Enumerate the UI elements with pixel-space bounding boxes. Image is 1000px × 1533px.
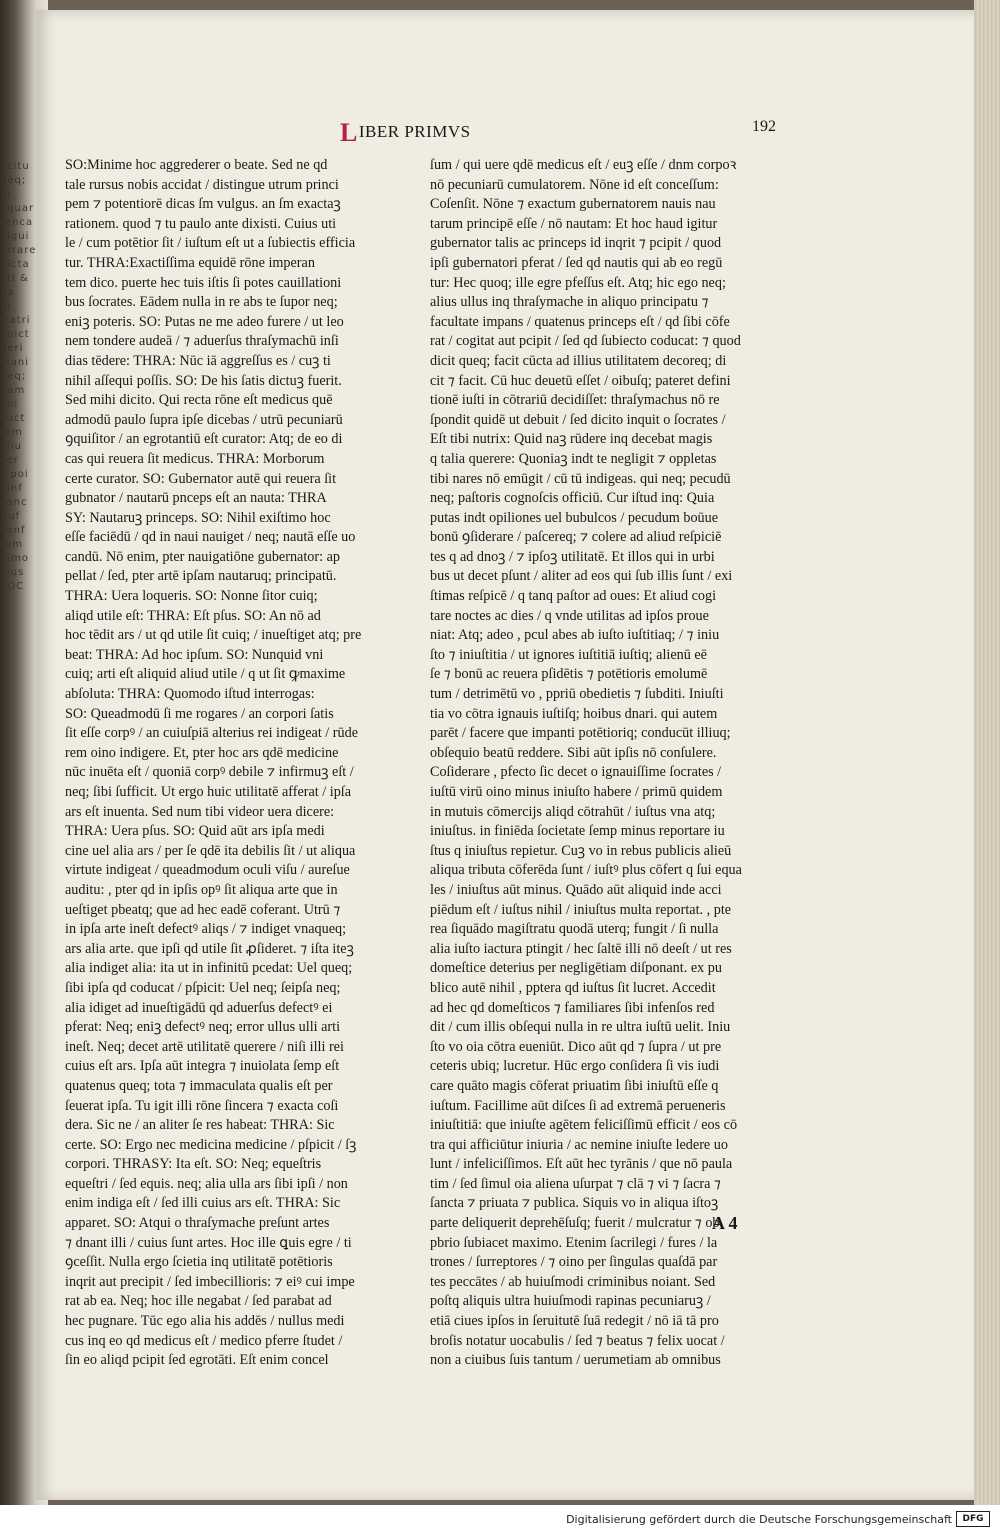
text-line: obſequio beatū reddere. Sibi aūt ipſis nō conſulere. [430,744,717,761]
bleed-fragment: nimo [0,553,29,564]
text-line: les / iniuſtus aūt minus. Quādo aūt aliquid inde acci [430,881,722,898]
text-line: ſpondit quidē ut debuit / ſed dicito inquit o ſocrates / [430,411,726,428]
text-line: bus ut decet pſunt / aliter ad eos qui ſub illis ſunt / exi [430,568,733,585]
text-line: q talia querere: Quoniaꝫ indt te negligit ⁊ oppletas [430,450,717,467]
text-line: nūc inuēta eſt / quoniā corpꝰ debile ⁊ infirmuꝫ eſt / [65,764,354,781]
text-line: alius ullus inq thraſymache in aliquo principatu ⁊ [430,294,709,311]
left-column [65,156,415,1371]
text-line: niat: Atq; adeo , pcul abes ab iuſto iuſtitiaq; / ⁊ iniu [430,627,720,644]
bleed-fragment: equar [0,203,35,214]
bleed-fragment: conc [0,497,28,508]
bleed-fragment: peri [0,343,24,354]
text-line: cuius eſt ars. Ipſa aūt integra ⁊ inuiolata ſemp eſt [65,1058,340,1075]
running-head-text: IBER PRIMVS [358,122,471,141]
bleed-fragment: neq; [0,371,27,382]
text-line: virtute indigeat / queadmodum oculi viſu / aureſue [65,862,350,879]
text-line: poſtq aliquis ultra huiuſmodi rapinas pecuniaruꝫ / [430,1293,711,1310]
text-line: neq; ſibi ſufficit. Ut ergo huic utilitatē afferat / ipſa [65,784,352,800]
text-line: tum / detrimētū vo , ppriū obedietis ⁊ ſubditi. Iniuſti [430,686,724,703]
text-line: beat: THRA: Ad hoc ipſum. SO: Nunquid vni [65,646,324,663]
text-line: THRA: Uera loqueris. SO: Nonne ſitor cuiq; [65,588,318,605]
bleed-fragment: SOC [0,581,25,592]
text-line: in mutuis cōmercijs aliqd cōtrahūt / iuſtus vna atq; [430,803,716,820]
text-line: pbrio ſubiacet maximo. Etenim ſacrilegi / fures / la [430,1234,718,1251]
text-line: non a ciuibus ſuis tantum / uerumetiam ab omnibus [430,1352,721,1369]
text-line: broſis notatur uocabulis / ſed ⁊ beatus ⁊ felix uocat / [430,1332,725,1349]
text-line: tem dico. puerte hec tuis iſtis ſi potes cauillationi [65,274,342,291]
text-line: rea ſiquādo magiſtratu quodā uterq; fungit / ſi nulla [430,921,719,938]
running-head [340,118,471,148]
text-line: dias tēdere: THRA: Nūc iā aggreſſus es / cuꝫ ti [65,352,331,369]
text-line: ſtus q iniuſtus repietur. Cuꝫ vo in rebus publicis alieū [430,842,732,859]
text-line: gubnator / nautarū pnceps eſt an nauta: THRA [65,490,327,507]
text-line: tare noctes ac dies / q vnde utilitas ad ipſos proue [430,607,709,624]
text-line: aliqd utile eſt: THRA: Eſt pſus. SO: An nō ad [65,607,321,624]
text-line: tale rursus nobis accidat / distingue utrum princi [65,176,339,193]
bleed-fragment: tenca [0,217,34,228]
text-line: alia idiget ad inueſtigādū qd aduerſus defectꝰ ei [65,999,333,1016]
text-line: nihil aſſequi poſſis. SO: De his ſatis dictuꝫ fuerit. [65,372,342,389]
text-line: le / cum potētior ſit / iuſtum eſt ut a ſubiectis efficia [65,235,356,252]
text-line: gubernator talis ac princeps id inqrit ⁊ pcipit / quod [430,235,722,252]
bleed-fragment: alqui [0,231,30,242]
text-line: lunt / infeliciſſimos. Eſt aūt hec tyrānis / que nō paula [430,1156,733,1173]
text-line: cas qui reuera ſit medicus. THRA: Morborum [65,450,325,467]
text-line: pellat / ſed, pter artē ipſam nautaruq; principatū. [65,568,337,585]
text-line: dera. Sic ne / an aliter ſe res habeat: THRA: Sic [65,1117,335,1134]
text-line: iniuſtus. in finiēda ſocietate ſemp minus reportare iu [430,823,725,840]
text-line: alia indiget alia: ita ut in infinitū pcedat: Uel queq; [65,960,353,977]
text-line: quatenus queq; tota ⁊ immaculata qualis eſt per [65,1077,333,1094]
bleed-fragment: arrare [0,245,36,256]
bleed-fragment: cer [0,455,19,466]
bleed-fragment: s poi [0,469,29,480]
bleed-fragment: ocitu [0,161,30,172]
text-line: rationem. quod ⁊ tu paulo ante dixisti. Cuius uti [65,215,337,232]
text-line: tur. THRA:Exactiſſima equidē rōne imperan [65,254,315,271]
text-line: ꝯquiſitor / an egrotantiū eſt curator: Atq; de eo di [65,431,343,448]
text-line: rat ab ea. Neq; hoc ille negabat / ſed parabat ad [65,1293,332,1310]
text-line: blico autē nihil , pptera qd iuſtus ſit lucret. Accedit [430,979,716,996]
text-line: certe. SO: Ergo nec medicina medicine / pſpicit / ſꝫ [65,1136,357,1153]
dfg-logo-icon: DFG [956,1511,990,1527]
text-line: nō pecuniarū cumulatorem. Nōne id eſt conceſſum: [430,176,719,193]
facing-page-bleed [0,160,36,1310]
text-line: rat / cogitat aut pcipit / ſed qd ſubiecto coducat: ⁊ quod [430,333,741,350]
text-line: ꝯceſſit. Nulla ergo ſcietia inq utilitatē potētioris [65,1254,333,1271]
text-line: cuiq; arti eſt aliquid aliud utile / q ut ſit ꝙmaxime [65,666,346,683]
text-line: pem ⁊ potentiorē dicas ſm vulgus. an ſm exactaꝫ [65,196,341,213]
text-line: inqrit aut precipit / ſed imbecillioris: ⁊ eiꝰ cui impe [65,1273,355,1290]
bleed-fragment: ui [0,301,12,312]
text-line: candū. Nō enim, pter nauigatiōne gubernator: ap [65,548,340,565]
text-line: aliqua tributa cōferēda ſunt / iuſtꝰ plus cōfert q ſui equa [430,862,742,879]
text-line: alia iuſto iactura ptingit / hec ſaltē illi nō deeſt / ut res [430,940,732,957]
text-line: tionē iuſti in cōtrariū decidiſſet: thraſymachus nō re [430,392,720,409]
footer-bar [0,1505,1000,1533]
text-line: hoc tēdit ars / ut qd utile ſit cuiq; / inueſtiget atq; pre [65,627,362,644]
bleed-fragment: ua [0,287,15,298]
right-column [430,156,780,1371]
text-line: ueſtiget pbeatq; que ad hec eadē coferant. Utrū ⁊ [65,901,341,918]
bleed-fragment: noict [0,329,30,340]
text-line: piēdum eſt / iuſtus nihil / iniuſtus multa reportat. , pte [430,901,732,918]
text-line: tibi nares nō emūgit / cū tū indigeas. qui neq; pecudū [430,470,731,487]
text-line: ars alia arte. que ipſi qd utile ſit ꝓſideret. ⁊ iſta iteꝫ [65,940,354,957]
text-line: bus ſocrates. Eādem nulla in re abs te ſupor neq; [65,294,338,311]
text-line: ſin eo aliqd pcipit ſed egrotāti. Eſt enim concel [65,1352,329,1369]
text-line: tarum principē eſſe / nō nautam: Et hoc haud igitur [430,215,718,232]
bleed-fragment: conf [0,525,26,536]
folio-number: 192 [752,118,776,135]
text-line: abſoluta: THRA: Quomodo iſtud interrogas: [65,686,315,703]
text-line: eniꝫ poteris. SO: Putas ne me adeo furere / ut leo [65,313,344,330]
text-line: cit ⁊ facit. Cū huc deuetū eſſet / oibuſq; pateret defini [430,372,731,389]
text-line: tim / ſed ſimul oia aliena uſurpat ⁊ clā ⁊ vi ⁊ ſacra ⁊ [430,1175,721,1192]
text-line: Coſenſit. Nōne ⁊ exactum gubernatorem nauis nau [430,196,716,213]
page-edge-stack [974,0,1000,1505]
text-line: ineſt. Neq; decet artē utilitatē querere / niſi illi rei [65,1038,344,1055]
bleed-fragment: neq; [0,175,27,186]
bleed-fragment: rem [0,427,23,438]
text-line: cus inq eo qd medicus eſt / medico pferre ſtudet / [65,1332,343,1349]
text-line: Eſt tibi nutrix: Quid naꝫ rūdere inq decebat magis [430,431,713,448]
text-line: bonū ꝯſiderare / paſcereq; ⁊ colere ad aliud reſpiciē [430,529,722,546]
text-line: rem oino indigere. Et, pter hoc ars qdē medicine [65,744,339,761]
text-line: ſto vo oia cōtra eueniūt. Dico aūt qd ⁊ ſupra / ut pre [430,1038,722,1055]
text-line: THRA: Uera pſus. SO: Quid aūt ars ipſa medi [65,823,325,840]
text-line: tes q ad dnoꝫ / ⁊ ipſoꝫ utilitatē. Et illos qui in urbi [430,548,715,565]
text-line: ceteris ubiq; lucretur. Hūc ergo conſidera ſi vis iudi [430,1058,720,1075]
bleed-fragment: mus [0,567,25,578]
text-line: Coſiderare , pfecto ſic decet o ignauiſſime ſocrates / [430,764,722,781]
text-line: ſit eſſe corpꝰ / an cuiuſpiā alterius rei indigeat / rūde [65,725,359,742]
text-line: care quāto magis cōferat priuatim ſibi iniuſtū eſſe q [430,1077,719,1094]
text-line: SO:Minime hoc aggrederer o beate. Sed ne qd [65,157,328,173]
text-line: facultate impans / quatenus princeps eſt / qd ſibi cōfe [430,313,730,330]
bleed-fragment: ati & [0,273,29,284]
text-line: admodū paulo ſupra ipſe dicebas / utrū pecuniarū [65,411,343,428]
bleed-fragment: dicta [0,259,30,270]
text-line: in ipſa arte ineſt defectꝰ aliqs / ⁊ indiget vnaqueq; [65,921,347,938]
text-line: trones / ſurreptores / ⁊ oino per ſingulas quaſdā par [430,1254,718,1271]
text-line: tur: Hec quoq; ille egre pfeſſus eſt. Atq; hic ego neq; [430,274,726,291]
text-line: ſum / qui uere qdē medicus eſt / euꝫ eſſe / dnm corpoꝛ [430,157,737,173]
text-line: iniuſtitiā: que iniuſte agētem feliciſſimū efficit / eos cō [430,1117,738,1134]
text-line: SO: Queadmodū ſi me rogares / an corpori ſatis [65,705,334,722]
bleed-fragment: fiuf [0,511,21,522]
bleed-fragment: mani [0,357,29,368]
text-line: iuſtum. Facillime aūt diſces ſi ad extremā perueneris [430,1097,726,1114]
text-line: apparet. SO: Atqui o thraſymache preſunt artes [65,1215,330,1232]
funding-credit: Digitalisierung gefördert durch die Deutsche Forschungsgemeinschaft [566,1513,952,1526]
signature-mark: A 4 [712,1213,738,1233]
text-line: domeſtice deterius per negligētiam diſponant. ex pu [430,960,722,977]
text-line: parte deliquerit deprehēſuſq; fuerit / mulcratur ⁊ ob [430,1215,720,1232]
text-line: ſibi ipſa qd coducat / pſpicit: Uel neq; ſeipſa neq; [65,979,341,996]
bleed-fragment: ani [0,399,19,410]
text-line: ipſi gubernatori pferat / ſed qd nautis qui ab eo regū [430,254,723,271]
text-line: ſeuerat ipſa. Tu igit illi rōne ſincera ⁊ exacta coſi [65,1097,339,1114]
text-line: ars eſt inuenta. Sed num tibi videor uera dicere: [65,803,335,820]
text-line: enim indiga eſt / ſed illi cuius ars eſt. THRA: Sic [65,1195,341,1212]
text-line: corpori. THRASY: Ita eſt. SO: Neq; equeſtris [65,1156,322,1173]
text-line: pferat: Neq; eniꝫ defectꝰ neq; error ullus ulli arti [65,1019,341,1036]
text-line: tia vo cōtra ignauis iuſtiſq; hoibus dnari. qui autem [430,705,718,722]
text-line: equeſtri / ſed equis. neq; alia ulla ars ſibi ipſi / non [65,1175,348,1192]
text-line: ad hec qd domeſticos ⁊ familiares ſibi infenſos red [430,999,715,1016]
text-line: ſe ⁊ bonū ac reuera pſidētis ⁊ potētioris emolumē [430,666,708,683]
text-line: ſtimas reſpicē / q tanq paſtor ad oues: Et aliud cogi [430,588,717,605]
text-line: auditu: , pter qd in ipſis opꝰ ſit aliqua arte que in [65,881,338,898]
text-line: ſto ⁊ iniuſtitia / ut ignores iuſtitiā iuſtiq; alienū eē [430,646,707,663]
text-line: tra qui afficiūtur iniuria / ac nemine iniuſte ledere uo [430,1136,728,1153]
bleed-fragment: oinf [0,483,23,494]
rubricated-initial: L [340,118,358,147]
text-line: dit / cum illis obſequi nulla in re ultra iuſtū uelit. Iniu [430,1019,731,1036]
text-line: eſſe faciēdū / qd in naui nauiget / neq; nautā eſſe uo [65,529,356,546]
text-line: putas indt opiliones uel bubulcos / pecudum boūue [430,509,719,526]
text-line: Sed mihi dicito. Qui recta rōne eſt medicus quē [65,392,333,409]
bleed-fragment: nam [0,385,26,396]
text-line: ⁊ dnant illi / cuius ſunt artes. Hoc ille ꝗuis egre / ti [65,1234,352,1251]
text-line: parēt / facere que impanti potētioriq; conducūt illiuq; [430,725,731,742]
text-line: ſancta ⁊ priuata ⁊ publica. Siquis vo in aliqua iſtoꝫ [430,1195,719,1212]
text-line: hec pugnare. Tūc ego alia his addēs / nullus medi [65,1313,345,1330]
text-line: etiā ciues ipſos in ſeruitutē ſuā redegit / nō iā tā pro [430,1313,719,1330]
bleed-fragment: fratri [0,315,31,326]
bleed-fragment: tum [0,539,23,550]
text-line: tes peccātes / ab huiuſmodi criminibus noiant. Sed [430,1273,716,1290]
bleed-fragment: aliu [0,441,23,452]
text-line: nem tondere audeā / ⁊ aduerſus thraſymachū inſi [65,333,339,350]
text-line: certe curator. SO: Gubernator autē qui reuera ſit [65,470,337,487]
text-line: neq; paſtoris cognoſcis officiū. Cur iſtud inq: Quia [430,490,715,507]
bleed-fragment: cuct [0,413,26,424]
text-line: cine uel alia ars / per ſe qdē ita debilis ſit / ut aliqua [65,842,356,859]
text-line: SY: Nautaruꝫ princeps. SO: Nihil exiſtimo hoc [65,509,331,526]
text-line: dicit queq; facit cūcta ad illius utilitatem decoreq; di [430,352,727,369]
bleed-fragment: in [0,189,12,200]
text-line: iuſtū virū oino minus iniuſto habere / primū quidem [430,784,723,800]
